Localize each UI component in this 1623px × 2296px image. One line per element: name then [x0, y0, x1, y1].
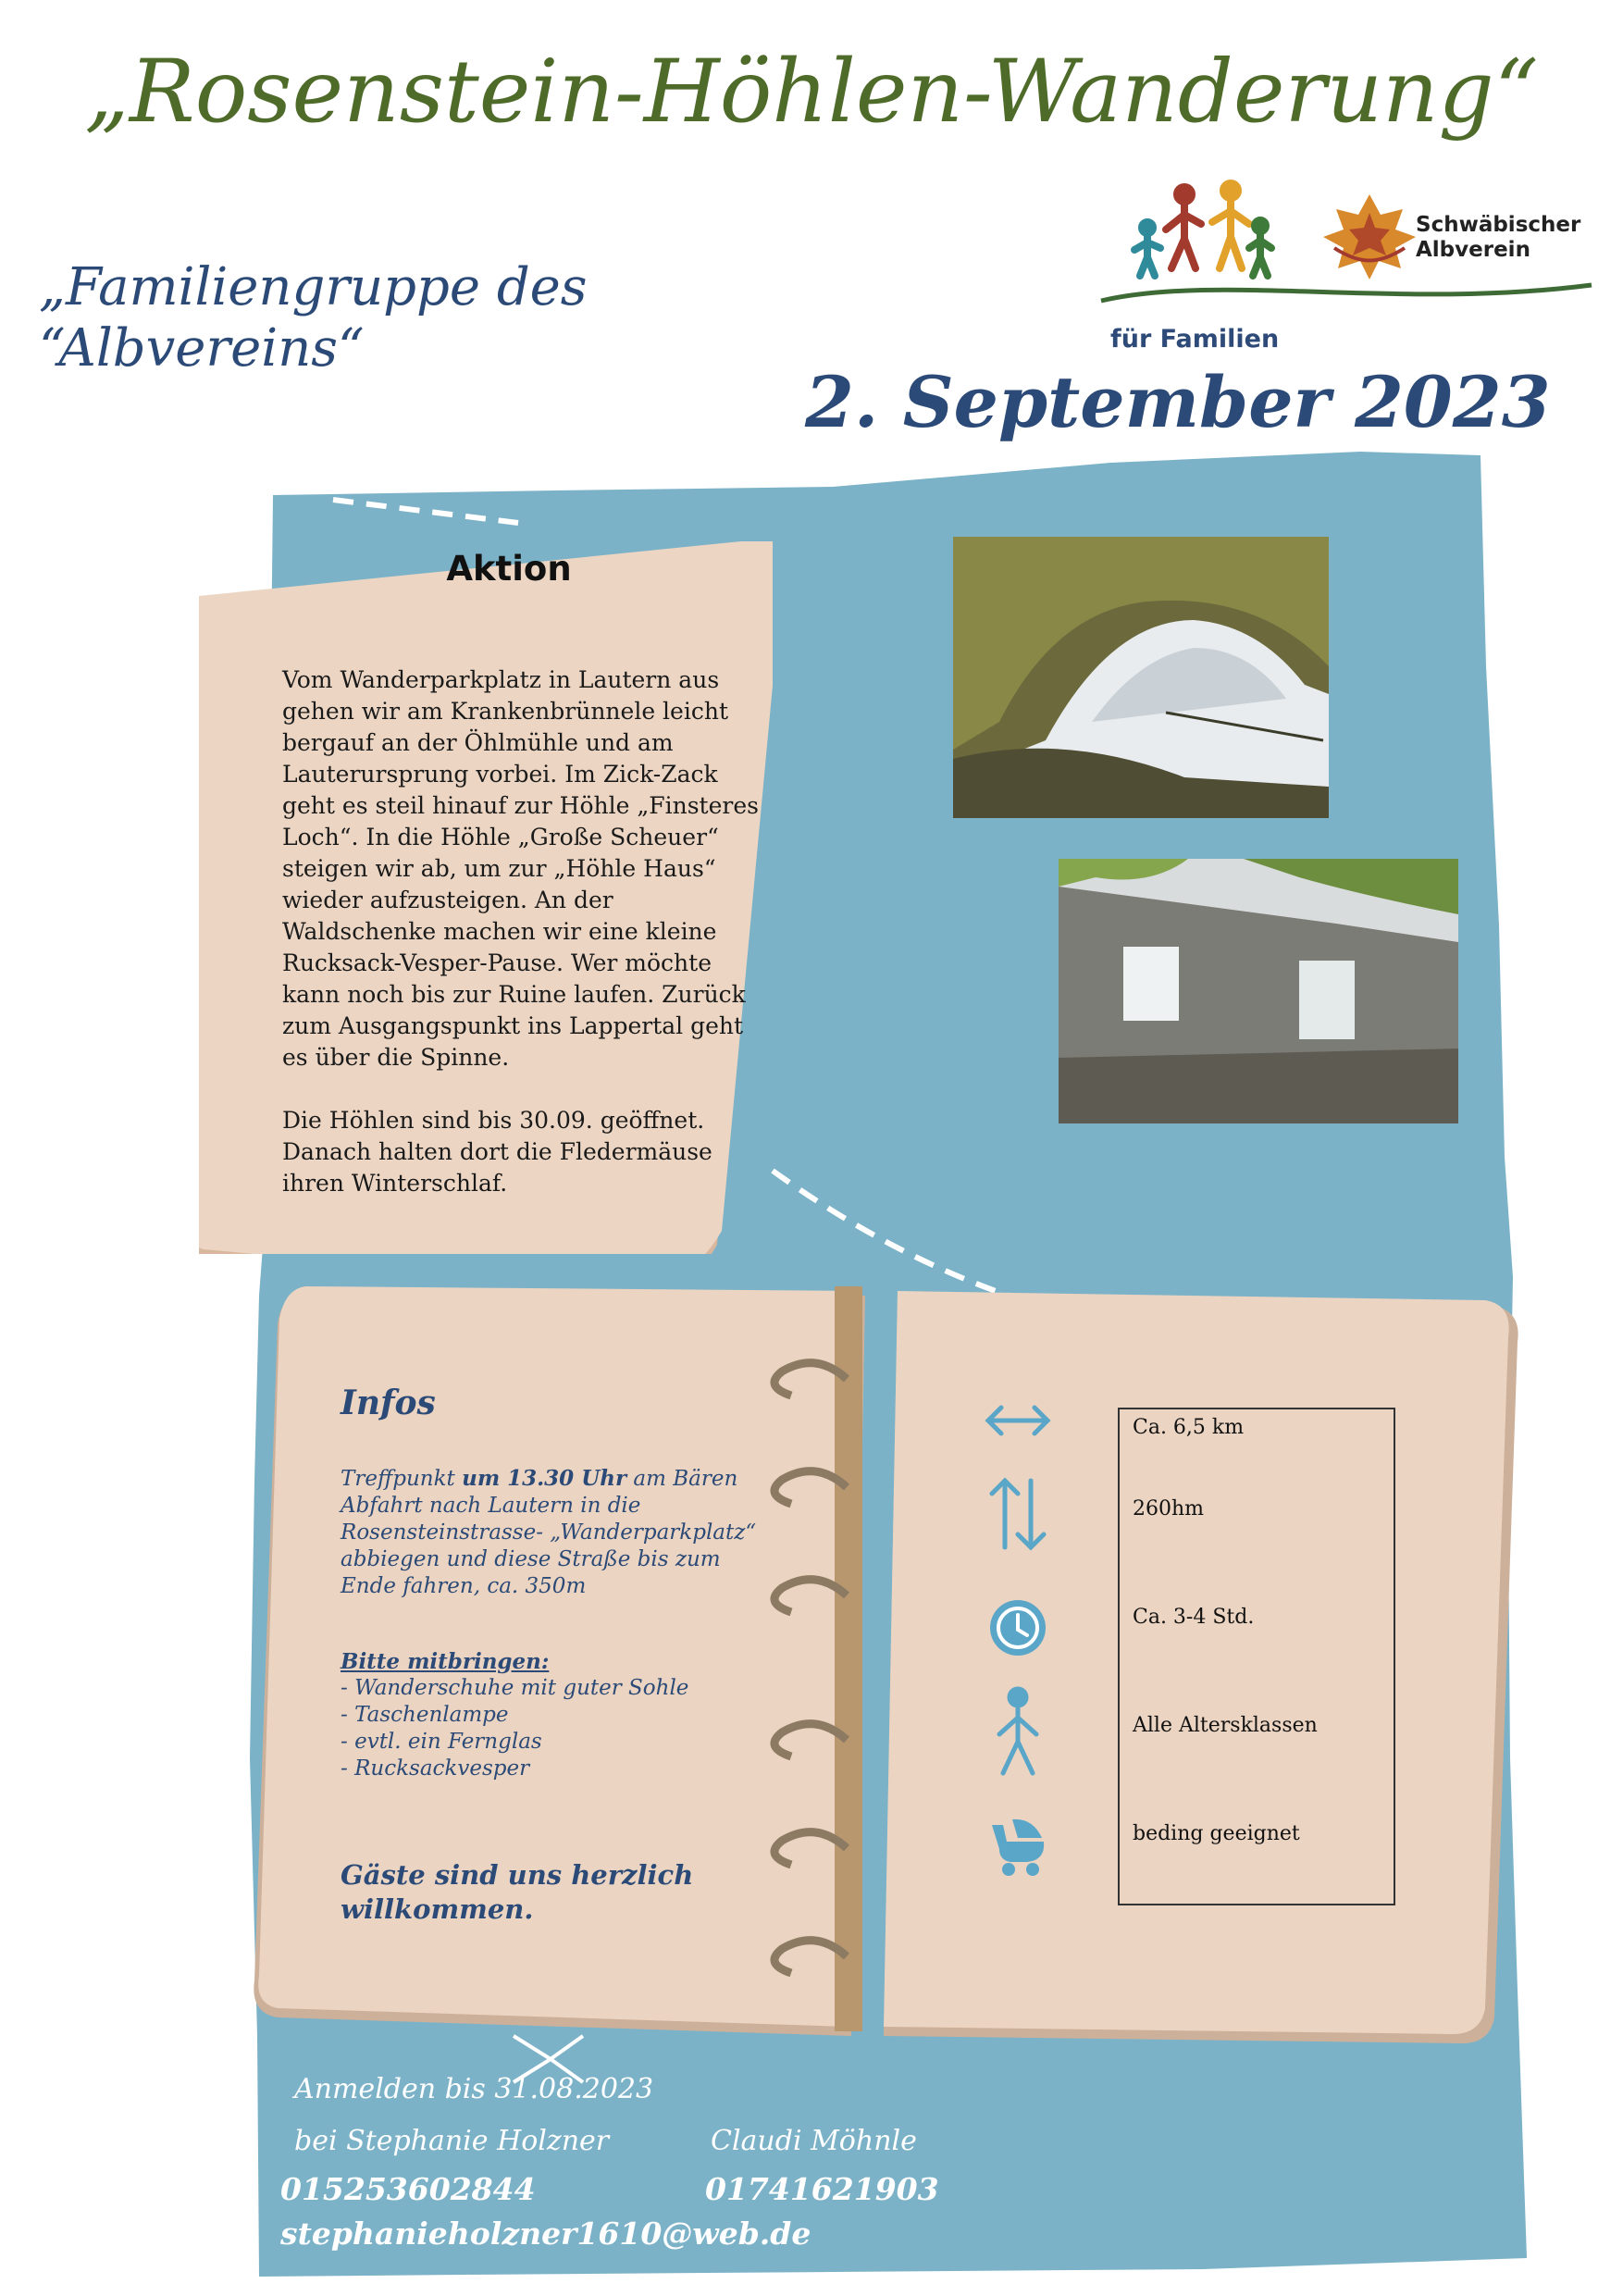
bring-item: - Rucksackvesper [341, 1756, 530, 1781]
fact-elevation: 260hm [1133, 1497, 1205, 1520]
fact-age-group: Alle Altersklassen [1133, 1714, 1318, 1737]
subtitle: „Familiengruppe des “Albvereins“ [39, 257, 588, 379]
meeting-post: am Bären Abfahrt nach Lautern in die Rosensteinstrasse- „Wanderparkplatz“ abbiegen und diese Straße bis zum Ende fahren, ca. 350m [341, 1467, 757, 1598]
event-date: 2. September 2023 [805, 361, 1551, 443]
bring-list [341, 1675, 688, 1782]
elevation-arrows-icon [985, 1473, 1051, 1557]
page-title: „Rosenstein-Höhlen-Wanderung“ [84, 42, 1539, 143]
distance-arrows-icon [981, 1393, 1055, 1448]
registration-deadline: Anmelden bis 31.08.2023 [294, 2073, 654, 2105]
contact1-name: bei Stephanie Holzner [294, 2125, 610, 2157]
meeting-pre: Treffpunkt [341, 1467, 463, 1491]
fact-duration: Ca. 3-4 Std. [1133, 1606, 1255, 1629]
cave-photo [953, 537, 1329, 818]
bring-heading: Bitte mitbringen: [341, 1649, 550, 1674]
aktion-paragraph-2: Die Höhlen sind bis 30.09. geöffnet. Danach halten dort die Fledermäuse ihren Winterschlaf. [282, 1107, 712, 1197]
bring-item: - evtl. ein Fernglas [341, 1730, 542, 1754]
meeting-point-text [341, 1465, 775, 1600]
aktion-paragraph-1: Vom Wanderparkplatz in Lautern aus gehen wir am Krankenbrünnele leicht bergauf an der Öhlmühle und am Lauterursprung vorbei. Im Zick-Zack geht es steil hinauf zur Höhle „Finsteres Loch“. In die Höhle „Große Scheuer“ steigen wir ab, um zur „Höhle Haus“ wieder aufzusteigen. An der Waldschenke machen wir eine kleine Rucksack-Vesper-Pause. Wer möchte kann noch bis zur Ruine laufen. Zurück zum Ausgangspunkt ins Lappertal geht es über die Spinne. [282, 666, 759, 1071]
ruin-photo [1059, 859, 1458, 1123]
bring-item: - Wanderschuhe mit guter Sohle [341, 1676, 689, 1700]
aktion-heading: Aktion [446, 549, 572, 589]
meeting-time: um 13.30 Uhr [462, 1466, 627, 1491]
fact-distance: Ca. 6,5 km [1133, 1416, 1245, 1439]
fact-stroller: beding geeignet [1133, 1822, 1300, 1845]
stroller-icon [986, 1814, 1051, 1879]
contact1-phone[interactable]: 015253602844 [280, 2171, 536, 2207]
bring-item: - Taschenlampe [341, 1703, 509, 1727]
org-name-line1: Schwäbischer [1416, 213, 1581, 237]
contact-email[interactable]: stephanieholzner1610@web.de [280, 2215, 812, 2252]
org-name-line2: Albverein [1416, 238, 1530, 262]
contact2-name: Claudi Möhnle [711, 2125, 917, 2157]
contact2-phone[interactable]: 01741621903 [705, 2171, 939, 2207]
person-icon [992, 1686, 1044, 1779]
aktion-description [282, 664, 763, 1199]
infos-heading: Infos [341, 1384, 436, 1422]
welcome-text: Gäste sind uns herzlich willkommen. [341, 1859, 694, 1925]
logo-tagline: für Familien [1110, 325, 1280, 354]
clock-icon [988, 1598, 1047, 1657]
